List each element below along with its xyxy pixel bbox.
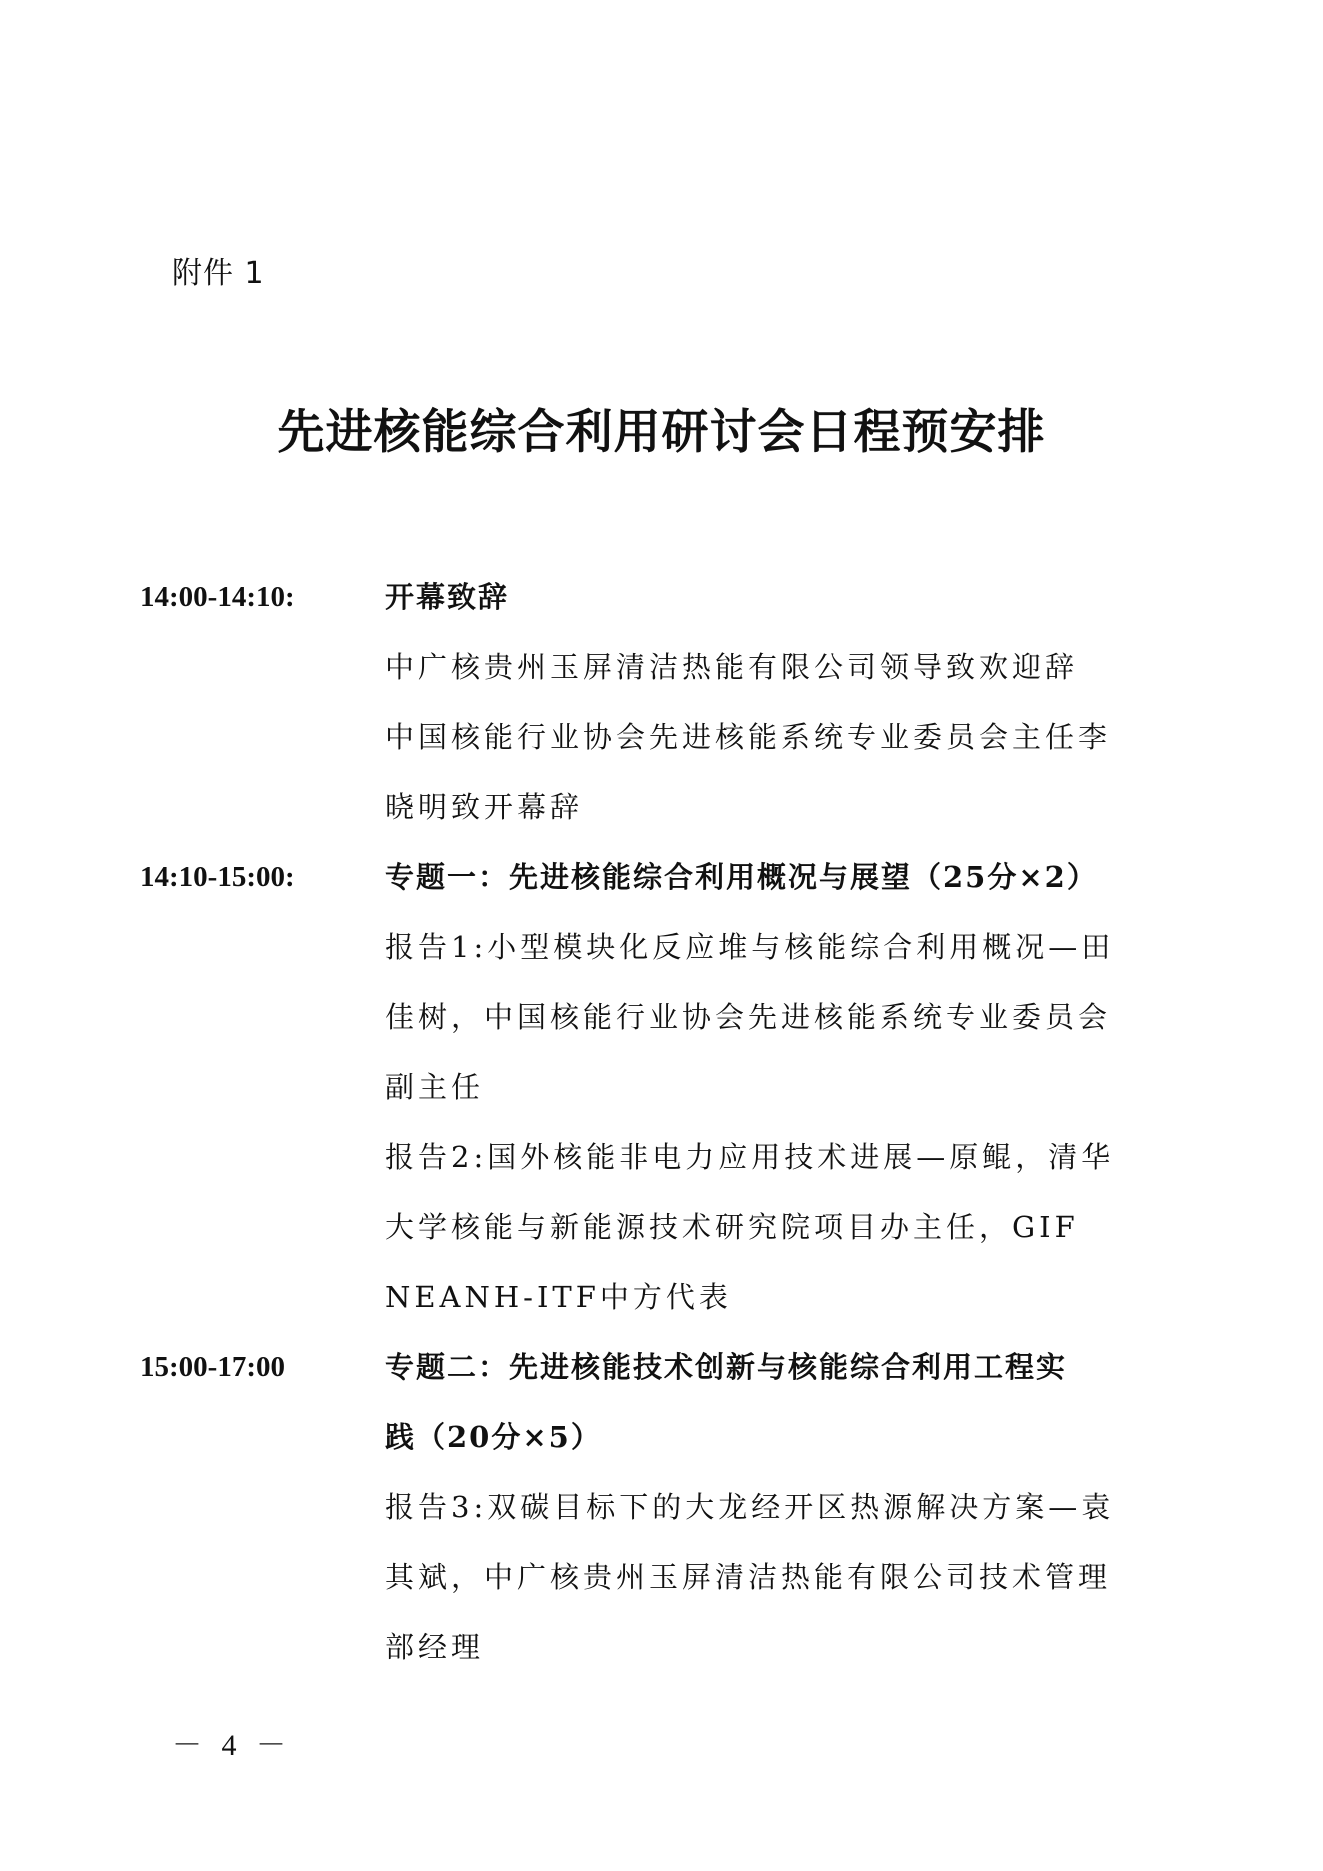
report-line: 报告2:国外核能非电力应用技术进展—原鲲，清华: [385, 1140, 1115, 1174]
report-line: 佳树，中国核能行业协会先进核能系统专业委员会: [385, 1000, 1112, 1034]
report-line: 副主任: [385, 1070, 485, 1104]
session-line: 中广核贵州玉屏清洁热能有限公司领导致欢迎辞: [385, 650, 1079, 684]
session-time: 14:10-15:00:: [140, 861, 295, 893]
report-line: 报告3:双碳目标下的大龙经开区热源解决方案—袁: [385, 1490, 1115, 1524]
session-heading: 践（20分×5）: [385, 1420, 602, 1454]
report-line: NEANH-ITF中方代表: [385, 1280, 732, 1314]
schedule-item-opening: [140, 562, 1140, 842]
report-line: 报告1:小型模块化反应堆与核能综合利用概况—田: [385, 930, 1115, 964]
report-line: 其斌，中广核贵州玉屏清洁热能有限公司技术管理: [385, 1560, 1112, 1594]
schedule: [140, 562, 1140, 1682]
session-content: [385, 1332, 1130, 1682]
schedule-item-topic-2: [140, 1332, 1140, 1682]
session-heading: 专题一：先进核能综合利用概况与展望（25分×2）: [385, 860, 1098, 894]
session-time: 14:00-14:10:: [140, 581, 295, 613]
session-time: 15:00-17:00: [140, 1351, 285, 1383]
session-heading: 开幕致辞: [385, 580, 510, 614]
session-content: [385, 842, 1130, 1332]
session-line: 晓明致开幕辞: [385, 790, 584, 824]
schedule-item-topic-1: [140, 842, 1140, 1332]
report-line: 大学核能与新能源技术研究院项目办主任，GIF: [385, 1210, 1079, 1244]
session-content: [385, 562, 1130, 842]
attachment-label: 附件 1: [172, 256, 265, 291]
session-line: 中国核能行业协会先进核能系统专业委员会主任李: [385, 720, 1112, 754]
report-line: 部经理: [385, 1630, 485, 1664]
session-heading: 专题二：先进核能技术创新与核能综合利用工程实: [385, 1350, 1068, 1384]
page-number: － 4 －: [172, 1729, 292, 1762]
page-title: 先进核能综合利用研讨会日程预安排: [277, 405, 1046, 460]
